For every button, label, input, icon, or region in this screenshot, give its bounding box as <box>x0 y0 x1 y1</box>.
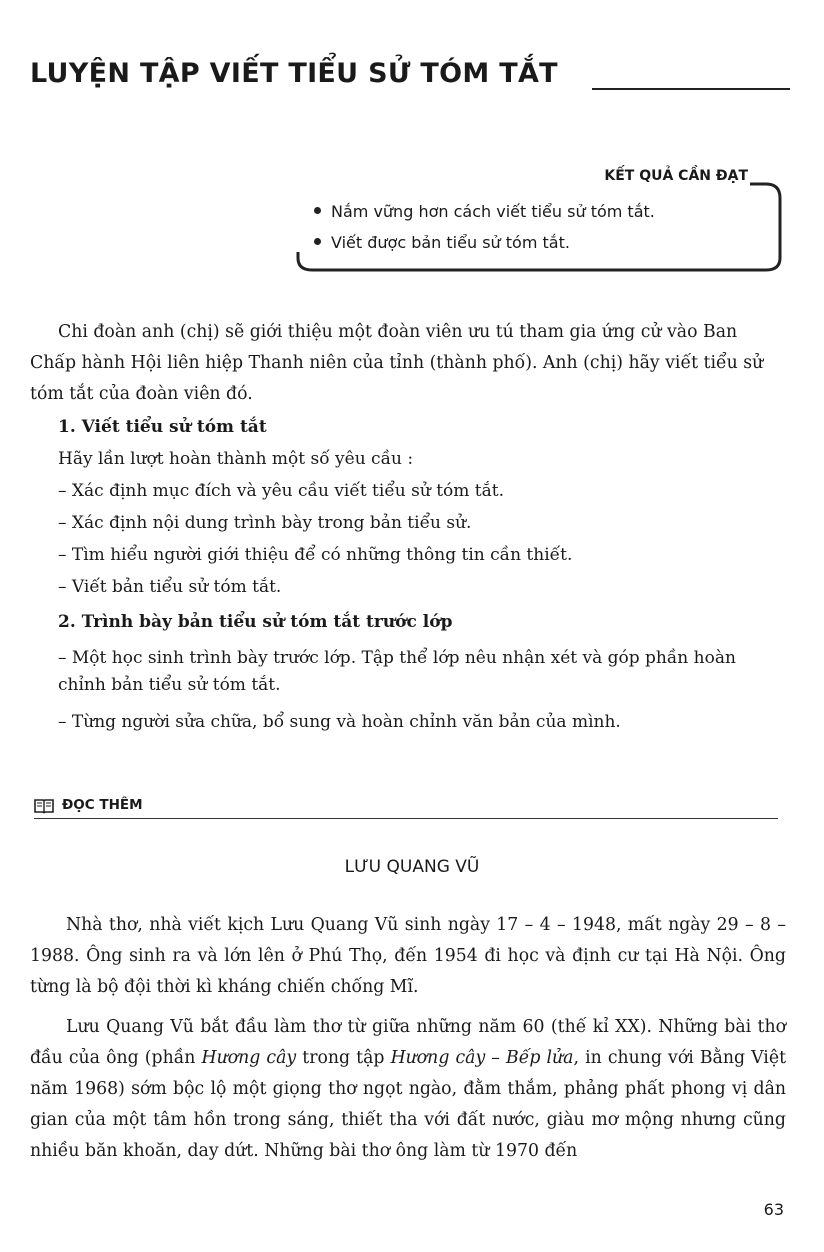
goal-item: Viết được bản tiểu sử tóm tắt. <box>314 233 655 264</box>
learning-goals-box <box>292 168 782 272</box>
goals-label: KẾT QUẢ CẦN ĐẠT <box>604 168 748 184</box>
goals-list <box>314 202 655 264</box>
step-item: – Từng người sửa chữa, bổ sung và hoàn chỉnh văn bản của mình. <box>58 712 621 732</box>
section-1-heading: 1. Viết tiểu sử tóm tắt <box>58 417 267 437</box>
goal-item: Nắm vững hơn cách viết tiểu sử tóm tắt. <box>314 202 655 233</box>
further-reading-label: ĐỌC THÊM <box>62 797 143 813</box>
lesson-header <box>30 58 790 98</box>
step-item: – Tìm hiểu người giới thiệu để có những thông tin cần thiết. <box>58 545 573 565</box>
step-item: – Xác định mục đích và yêu cầu viết tiểu sử tóm tắt. <box>58 481 505 501</box>
title-rule <box>592 88 790 90</box>
bullet-icon <box>314 207 321 214</box>
intro-paragraph: Chi đoàn anh (chị) sẽ giới thiệu một đoàn viên ưu tú tham gia ứng cử vào Ban Chấp hành Hội liên hiệp Thanh niên của tỉnh (thành phố). Anh (chị) hãy viết tiểu sử tóm tắt của đoàn viên đó. <box>30 322 764 404</box>
section-1-lead: Hãy lần lượt hoàn thành một số yêu cầu : <box>58 449 414 469</box>
bullet-icon <box>314 238 321 245</box>
step-item: – Một học sinh trình bày trước lớp. Tập thể lớp nêu nhận xét và góp phần hoàn chỉnh bản tiểu sử tóm tắt. <box>58 648 736 695</box>
page-title: LUYỆN TẬP VIẾT TIỂU SỬ TÓM TẮT <box>30 58 558 89</box>
article-paragraph: Nhà thơ, nhà viết kịch Lưu Quang Vũ sinh ngày 17 – 4 – 1948, mất ngày 29 – 8 – 1988. Ông sinh ra và lớn lên ở Phú Thọ, đến 1954 đi học và định cư tại Hà Nội. Ông từng là bộ đội thời kì kháng chiến chống Mĩ. <box>30 915 786 997</box>
section-1 <box>58 411 788 603</box>
further-reading-header <box>34 796 778 820</box>
section-divider <box>34 818 778 819</box>
section-2-heading: 2. Trình bày bản tiểu sử tóm tắt trước lớp <box>58 612 453 632</box>
step-item: – Viết bản tiểu sử tóm tắt. <box>58 577 282 597</box>
page-number: 63 <box>763 1200 784 1219</box>
section-2 <box>58 607 788 737</box>
article-title: LƯU QUANG VŨ <box>344 857 480 877</box>
book-icon <box>34 798 54 814</box>
step-item: – Xác định nội dung trình bày trong bản tiểu sử. <box>58 513 472 533</box>
article-paragraph: Lưu Quang Vũ bắt đầu làm thơ từ giữa những năm 60 (thế kỉ XX). Những bài thơ đầu của ông (phần Hương cây trong tập Hương cây – Bếp lửa, in chung với Bằng Việt năm 1968) sớm bộc lộ một giọng thơ ngọt ngào, đằm thắm, phảng phất phong vị dân gian của một tâm hồn trong sáng, thiết tha với đất nước, giàu mơ mộng nhưng cũng nhiều băn khoăn, day dứt. Những bài thơ ông làm từ 1970 đến <box>30 1017 787 1161</box>
